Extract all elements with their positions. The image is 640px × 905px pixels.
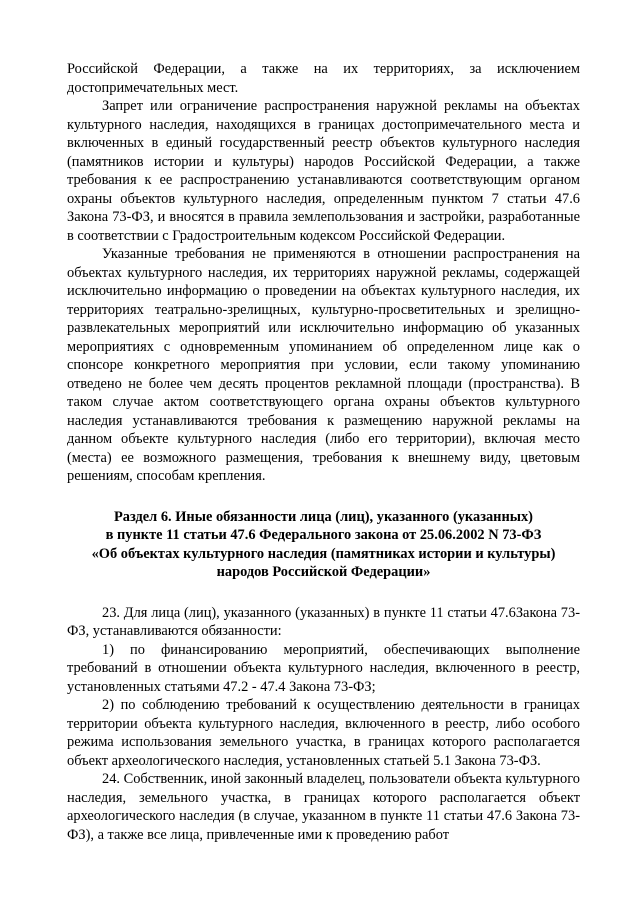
paragraph-item-23: 23. Для лица (лиц), указанного (указанных) в пункте 11 статьи 47.6Закона 73-ФЗ, устанавливаются обязанности: (67, 604, 580, 639)
section-title-line-4: народов Российской Федерации» (216, 564, 431, 580)
paragraph-requirements-exception: Указанные требования не применяются в отношении распространения на объектах культурного наследия, их территориях наружной рекламы, содержащей исключительно информацию о проведении на объектах культурного наследия, их территориях театрально-зрелищных, культурно-просветительных и зрелищно-развлекательных мероприятий или исключительно информацию об указанных мероприятиях с одновременным упоминанием об определенном лице как о спонсоре конкретного мероприятия при условии, если такому упоминанию отведено не более чем десять процентов рекламной площади (пространства). В таком случае актом соответствующего органа охраны объектов культурного наследия устанавливаются требования к размещению наружной рекламы на данном объекте культурного наследия (либо его территории), включая место (места) ее возможного размещения, требования к внешнему виду, цветовым решениям, способам крепления. (67, 246, 580, 484)
section-title-line-3: «Об объектах культурного наследия (памятниках истории и культуры) (91, 545, 556, 562)
document-page (67, 60, 580, 844)
section-title-line-2: в пункте 11 статьи 47.6 Федерального закона от 25.06.2002 N 73-ФЗ (105, 527, 542, 543)
paragraph-subitem-2: 2) по соблюдению требований к осуществлению деятельности в границах территории объекта культурного наследия, включенного в реестр, либо особого режима использования земельного участка, в границах которого располагается объект археологического наследия, установленных статьей 5.1 Закона 73-ФЗ. (67, 697, 580, 769)
section-title-line-1: Раздел 6. Иные обязанности лица (лиц), указанного (указанных) (114, 508, 533, 525)
section-6-title (67, 508, 580, 582)
paragraph-item-24: 24. Собственник, иной законный владелец, пользователи объекта культурного наследия, земельного участка, в границах которого располагается объект археологического наследия (в случае, указанном в пункте 11 статьи 47.6 Закона 73-ФЗ), а также все лица, привлеченные ими к проведению работ (67, 771, 580, 843)
paragraph-advertising-restriction: Запрет или ограничение распространения наружной рекламы на объектах культурного наследия, находящихся в границах достопримечательного места и включенных в единый государственный реестр объектов культурного наследия (памятников истории и культуры) народов Российской Федерации, а также требования к ее распространению устанавливаются соответствующим органом охраны объектов культурного наследия, определенным пунктом 7 статьи 47.6 Закона 73-ФЗ, и вносятся в правила землепользования и застройки, разработанные в соответствии с Градостроительным кодексом Российской Федерации. (67, 98, 580, 244)
paragraph-continuation: Российской Федерации, а также на их территориях, за исключением достопримечательных мест. (67, 61, 580, 96)
paragraph-subitem-1: 1) по финансированию мероприятий, обеспечивающих выполнение требований в отношении объекта культурного наследия, включенного в реестр, установленных статьями 47.2 - 47.4 Закона 73-ФЗ; (67, 641, 580, 695)
